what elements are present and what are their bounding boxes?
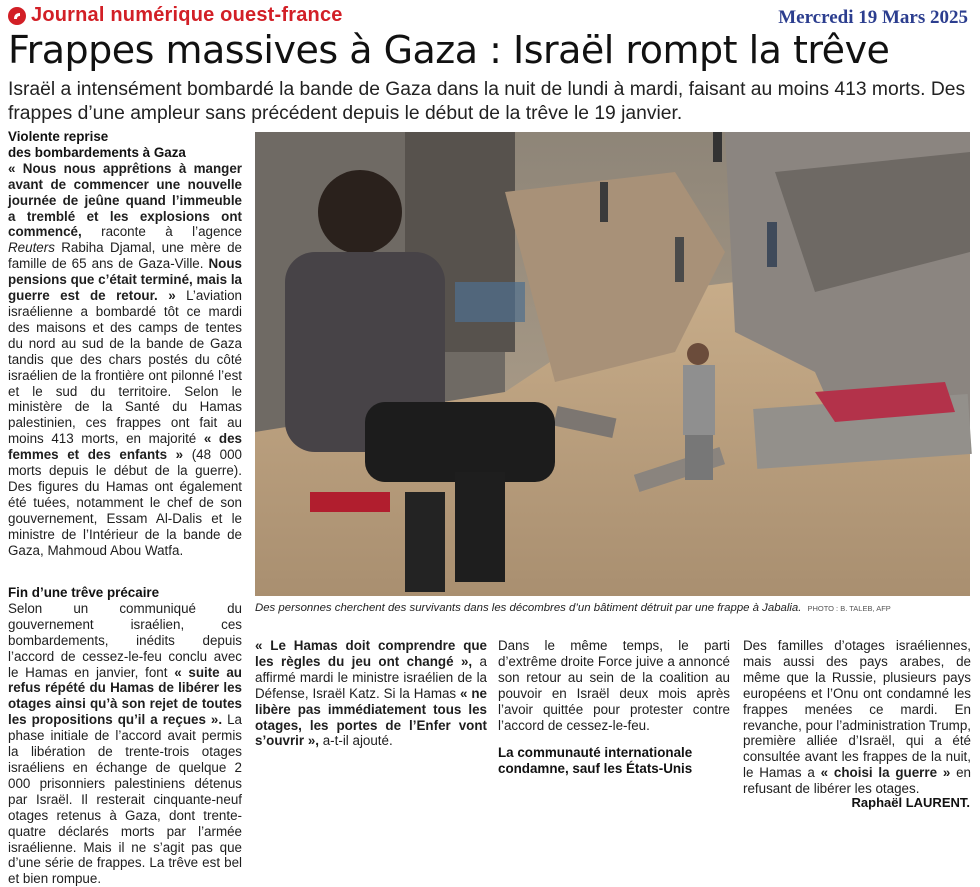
- article-column-2: [255, 638, 487, 749]
- text-3: L’aviation israélienne a bombardé tôt ce mardi des maisons et des camps de tentes du nord au sud de la bande de Gaza tandis que des chars postés du côté israélien de la frontière ont pilonné l’est et le sud du territoire. Selon le ministère de la Santé du Hamas palestinien, ces frappes ont fait au moins 413 morts, en majorité: [8, 288, 243, 447]
- caption-text: Des personnes cherchent des survivants dans les décombres d’un bâtiment détruit par une frappe à Jabalia.: [255, 602, 802, 614]
- brand-logo-icon: [8, 7, 26, 25]
- quote-6: « ne libère pas immédiatement tous les otages, les portes de l’Enfer vont s’ouvrir »,: [255, 685, 488, 749]
- section-title-3-line-1: La communauté internationale: [498, 745, 693, 761]
- masthead: [8, 4, 970, 30]
- text-6: La phase initiale de l’accord avait permis la libération de trente-trois otages israéliens en échange de quelque 2 000 prisonniers palestiniens détenus par Israël. Il resterait cinquante-neuf otages retenus à Gaza, dont trente-quatre déclarés morts par l’armée israélienne. Mais il ne s’agit pas que d’une série de frappes. La trêve est bel et bien rompue.: [8, 712, 242, 887]
- brand-name: Journal numérique ouest-france: [31, 4, 343, 26]
- quote-1: « Nous nous apprêtions à manger avant de commencer une nouvelle journée de jeûne quand l’immeuble a tremblé et les explosions ont commencé,: [8, 160, 242, 240]
- photo-caption: [255, 601, 970, 616]
- paragraph-2: [8, 600, 242, 887]
- rubble-scene-image: [255, 132, 970, 596]
- text-5: Selon un communiqué du gouvernement israélien, ces bombardements, inédits depuis l’accord de cessez-le-feu conclu avec le Hamas en janvier, font: [8, 600, 242, 680]
- section-title-1-line-1: Violente reprise: [8, 129, 109, 144]
- quote-3: « des femmes et des enfants »: [8, 431, 242, 463]
- paragraph-4: Dans le même temps, le parti d’extrême droite Force juive a annoncé son retour au sein de la coalition au pouvoir en Israël deux mois après l’avoir quittée pour protester contre l’accord de cessez-le-feu.: [498, 638, 730, 733]
- text-4: (48 000 morts depuis le début de la guerre). Des figures du Hamas ont également été tuées, notamment le chef de son gouvernement, Essam Al-Dalis et le ministre de l’Intérieur de la bande de Gaza, Mahmoud Abou Watfa.: [8, 447, 243, 558]
- quote-7: « choisi la guerre »: [820, 765, 951, 781]
- headline: Frappes massives à Gaza : Israël rompt la trêve: [8, 28, 890, 72]
- text-2: Rabiha Djamal, une mère de famille de 65 ans de Gaza-Ville.: [8, 240, 242, 272]
- brand[interactable]: [8, 4, 343, 27]
- article-column-1: [8, 129, 242, 558]
- publication-date: Mercredi 19 Mars 2025: [778, 7, 968, 28]
- quote-4: « suite au refus répété du Hamas de libérer les otages ainsi qu’à son rejet de toutes les propositions qu’il a reçues ».: [8, 664, 242, 728]
- text-7: a affirmé mardi le ministre israélien de la Défense, Israël Katz. Si la Hamas: [255, 653, 488, 701]
- paragraph-5: [743, 638, 971, 797]
- section-title-1: [8, 129, 242, 161]
- standfirst: Israël a intensément bombardé la bande de Gaza dans la nuit de lundi à mardi, faisant au moins 413 morts. Des frappes d’une ampleur sans précédent depuis le début de la trêve le 19 janvier.: [8, 79, 966, 124]
- quote-2: Nous pensions que c’était terminé, mais la guerre est de retour. »: [8, 256, 242, 304]
- article-column-3: [498, 638, 730, 777]
- text-10: en refusant de libérer les otages.: [743, 765, 971, 797]
- text-8: a-t-il ajouté.: [319, 733, 393, 749]
- text-9: Des familles d’otages israéliennes, mais aussi des pays arabes, de même que la Russie, plusieurs pays européens et l’Onu ont condamné les frappes menées ce mardi. En revanche, pour l’administration Trump, première alliée d’Israël, qui a été consultée avant les frappes de la nuit, le Hamas a: [743, 638, 971, 781]
- article-column-4: [743, 638, 971, 797]
- quote-5: « Le Hamas doit comprendre que les règles du jeu ont changé »,: [255, 638, 487, 669]
- article-column-1-bottom: [8, 585, 242, 887]
- author-signature: Raphaël LAURENT.: [851, 795, 970, 810]
- paragraph-3: [255, 638, 487, 749]
- photo-credit: PHOTO : B. TALEB, AFP: [807, 604, 891, 613]
- news-photo[interactable]: [255, 132, 970, 596]
- section-title-1-line-2: des bombardements à Gaza: [8, 144, 186, 160]
- section-title-3: [498, 745, 730, 777]
- text-1: raconte à l’agence: [81, 224, 242, 240]
- section-title-3-line-2: condamne, sauf les États-Unis: [498, 761, 693, 777]
- section-title-2: Fin d’une trêve précaire: [8, 585, 160, 600]
- agency-name: Reuters: [8, 240, 55, 256]
- paragraph-1: [8, 161, 242, 559]
